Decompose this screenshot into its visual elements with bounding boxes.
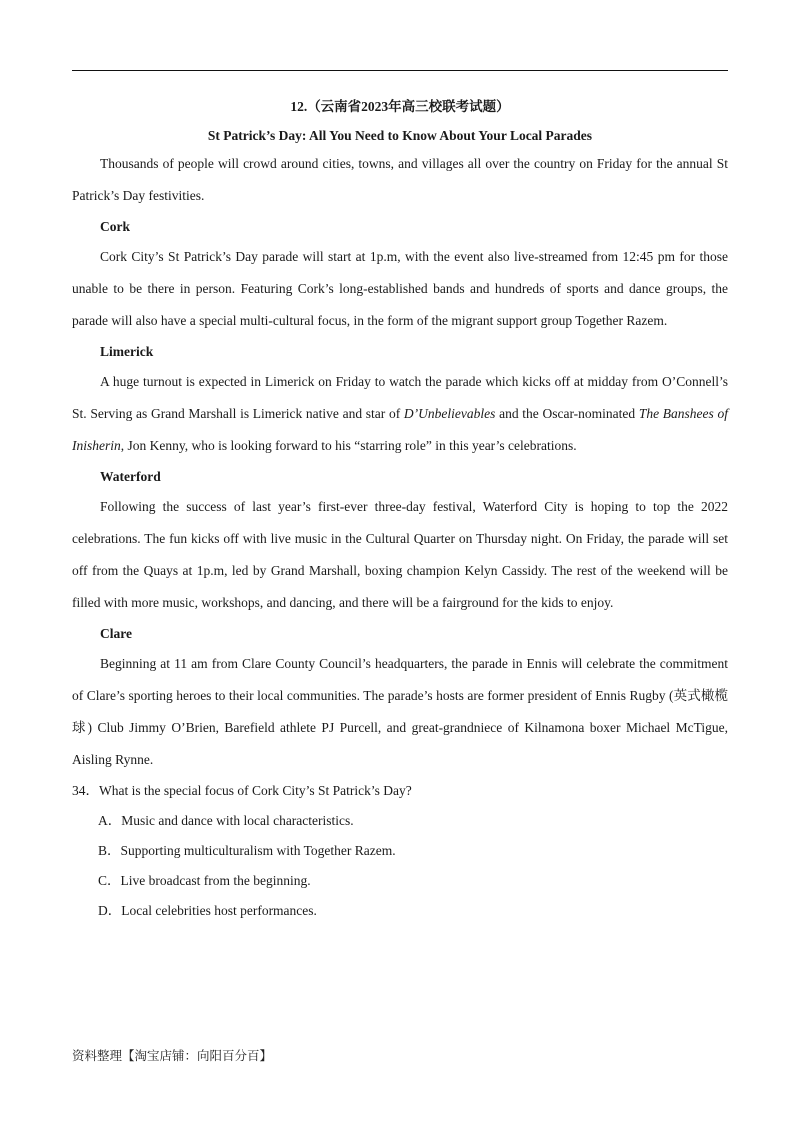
section-heading-waterford: Waterford <box>100 469 161 484</box>
section-text-limerick <box>72 366 728 462</box>
section-heading-clare: Clare <box>100 626 132 641</box>
limerick-text-part-3: , Jon Kenny, who is looking forward to his “starring role” in this year’s celebrations. <box>120 438 577 453</box>
question-source: 12.（云南省2023年高三校联考试题） <box>290 99 510 114</box>
option-c[interactable]: C．Live broadcast from the beginning. <box>98 873 311 888</box>
limerick-show-title-2: The Banshees of Inisherin <box>72 406 728 453</box>
header-rule <box>72 70 728 71</box>
question-34: 34．What is the special focus of Cork City’s St Patrick’s Day? <box>72 783 412 798</box>
section-text-waterford: Following the success of last year’s first-ever three-day festival, Waterford City is hoping to top the 2022 celebrations. The fun kicks off with live music in the Cultural Quarter on Thursday night. On Friday, the parade will set off from the Quays at 1p.m, led by Grand Marshall, boxing champion Kelyn Cassidy. The rest of the weekend will be filled with more music, workshops, and dancing, and there will be a fairground for the kids to enjoy. <box>72 499 728 610</box>
option-a[interactable]: A．Music and dance with local characteristics. <box>98 813 354 828</box>
limerick-show-title-1: D’Unbelievables <box>403 406 496 421</box>
section-text-cork: Cork City’s St Patrick’s Day parade will start at 1p.m, with the event also live-streamed from 12:45 pm for those unable to be there in person. Featuring Cork’s long-established bands and hundreds of sports and dance groups, the parade will also have a special multi-cultural focus, in the form of the migrant support group Together Razem. <box>72 249 728 328</box>
document-page <box>72 98 728 926</box>
option-d[interactable]: D．Local celebrities host performances. <box>98 903 317 918</box>
section-text-clare: Beginning at 11 am from Clare County Council’s headquarters, the parade in Ennis will celebrate the commitment of Clare’s sporting heroes to their local communities. The parade’s hosts are former president of Ennis Rugby (英式橄榄球) Club Jimmy O’Brien, Barefield athlete PJ Purcell, and great-grandniece of Kilnamona boxer Michael McTigue, Aisling Rynne. <box>72 656 728 767</box>
limerick-text-part-2: and the Oscar-nominated <box>495 406 639 421</box>
limerick-text-part-1: A huge turnout is expected in Limerick on Friday to watch the parade which kicks off at midday from O’Connell’s St. Serving as Grand Marshall is Limerick native and star of <box>72 374 728 421</box>
section-heading-limerick: Limerick <box>100 344 154 359</box>
option-b[interactable]: B．Supporting multiculturalism with Together Razem. <box>98 843 396 858</box>
article-title: St Patrick’s Day: All You Need to Know About Your Local Parades <box>207 128 593 143</box>
footer-note: 资料整理【淘宝店铺：向阳百分百】 <box>72 1048 273 1063</box>
section-heading-cork: Cork <box>100 219 130 234</box>
article-intro: Thousands of people will crowd around cities, towns, and villages all over the country on Friday for the annual St Patrick’s Day festivities. <box>72 156 728 203</box>
